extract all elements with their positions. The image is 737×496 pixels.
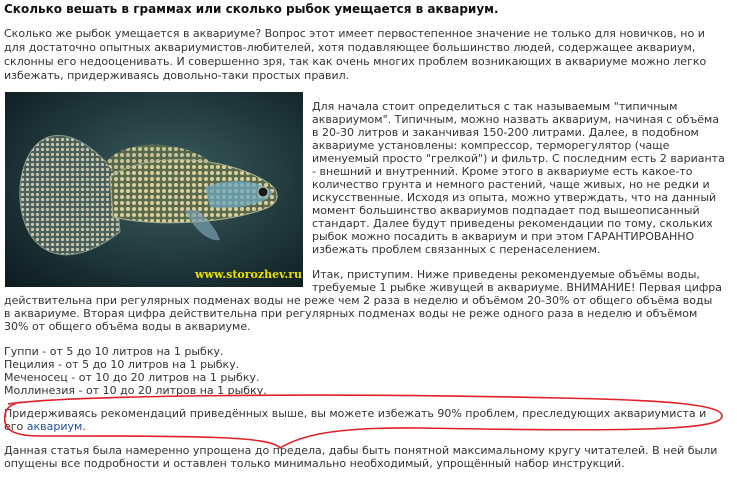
watermark: www.storozhev.ru: [195, 268, 303, 281]
paragraph-line: 30% от общего объёма воды в аквариуме.: [4, 320, 251, 333]
paragraph-line: избежать проблем связанных с перенаселением.: [312, 243, 601, 256]
paragraph-line: опущены все подробности и оставлен только минимально необходимый, упрощённый набор инструкций.: [4, 457, 625, 470]
guppy-illustration: [5, 92, 303, 287]
list-item: Пецилия - от 5 до 10 литров на 1 рыбку.: [4, 358, 240, 371]
paragraph-line: в аквариуме. Вторая цифра действительна при регулярных подменах воды не реже одного раза в неделю и объёмом: [4, 307, 698, 320]
paragraph-line: аквариумом". Типичным, можно назвать аквариум, начиная с объёма: [312, 113, 720, 126]
paragraph-line: искусственные. Исходя из опыта, можно утверждать, что на данный: [312, 191, 717, 204]
highlight-suffix: .: [82, 420, 86, 433]
paragraph-line: в 20-30 литров и заканчивая 150-200 литрами. Далее, в подобном: [312, 126, 699, 139]
article-title: Сколько вешать в граммах или сколько рыбок умещается в аквариум.: [4, 2, 499, 16]
paragraph-line: количество грунта и немного растений, чаще живых, но не редки и: [312, 178, 710, 191]
highlight-prefix: его: [4, 420, 24, 433]
paragraph-line: момент большинство аквариумов подпадает под вышеописанный: [312, 204, 700, 217]
paragraph-line: рыбок можно посадить в аквариум и при этом ГАРАНТИРОВАННО: [312, 230, 695, 243]
paragraph-line: стандарт. Далее будут приведены рекомендации по тому, скольких: [312, 217, 713, 230]
highlight-line: Придерживаясь рекомендаций приведённых выше, вы можете избежать 90% проблем, преследующих аквариумиста и: [4, 407, 707, 420]
list-item: Гуппи - от 5 до 10 литров на 1 рыбку.: [4, 345, 224, 358]
paragraph-line: требуемые 1 рыбке живущей в аквариуме. ВНИМАНИЕ! Первая цифра: [312, 281, 722, 294]
intro-line: для достаточно опытных аквариумистов-любителей, хотя подавляющее большинство людей, содержащее аквариум,: [4, 41, 696, 54]
intro-line: избежать, придерживаясь довольно-таки простых правил.: [4, 69, 350, 82]
guppy-photo: [5, 92, 303, 287]
intro-line: склонны его недооценивать. И совершенно зря, так как очень многих проблем возникающих в аквариуме можно легко: [4, 55, 707, 68]
paragraph-line: Итак, приступим. Ниже приведены рекомендуемые объёмы воды,: [312, 268, 700, 281]
paragraph-line: Для начала стоит определиться с так называемым "типичным: [312, 100, 678, 113]
list-item: Моллинезия - от 10 до 20 литров на 1 рыбку.: [4, 384, 267, 397]
aquarium-link[interactable]: аквариум: [26, 420, 83, 433]
paragraph-line: - внешний и внутренний. Кроме этого в аквариуме есть какое-то: [312, 165, 693, 178]
paragraph-line: аквариуме установлены: компрессор, терморегулятор (чаще: [312, 139, 670, 152]
list-item: Меченосец - от 10 до 20 литров на 1 рыбку.: [4, 371, 260, 384]
intro-line: Сколько же рыбок умещается в аквариуме? Вопрос этот имеет первостепенное значение не только для новичков, но и: [4, 27, 705, 40]
paragraph-line: именуемый просто "грелкой") и фильтр. С последним есть 2 варианта: [312, 152, 725, 165]
paragraph-line: действительна при регулярных подменах воды не реже чем 2 раза в неделю и объёмом 20-30% от общего объёма воды: [4, 294, 713, 307]
highlight-line: [4, 420, 733, 434]
paragraph-line: Данная статья была намеренно упрощена до предела, дабы быть понятной максимальному кругу читателей. В ней были: [4, 444, 718, 457]
